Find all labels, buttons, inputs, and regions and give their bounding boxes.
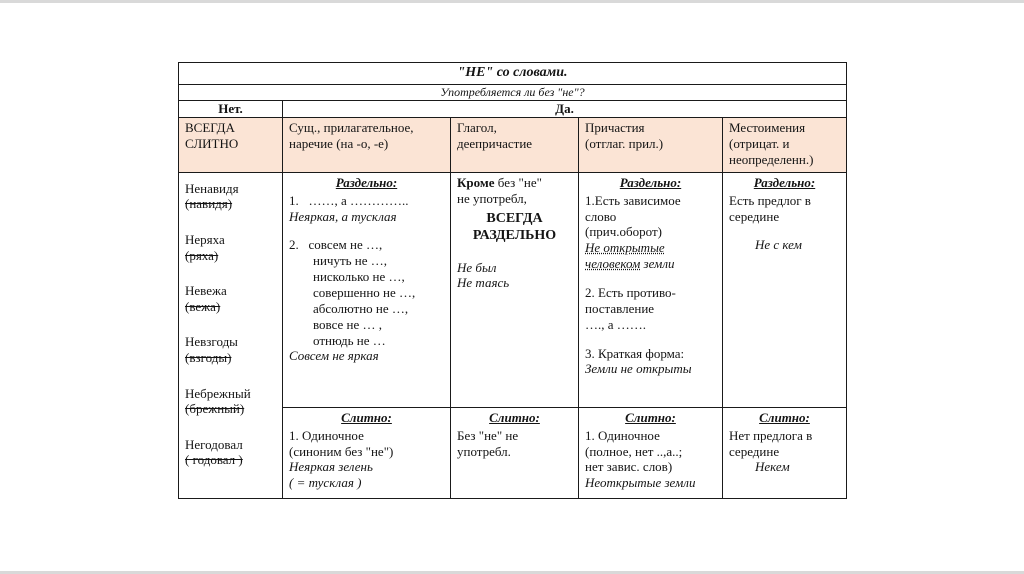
example-text: ( = тусклая ) bbox=[289, 475, 362, 491]
example-text-underlined: человеком bbox=[585, 256, 641, 272]
section-heading-slitno: Слитно: bbox=[489, 409, 540, 425]
spacer bbox=[585, 333, 716, 346]
rule-text: поставление bbox=[585, 300, 655, 316]
example-text: Не открытые bbox=[585, 240, 665, 256]
rule-text: Есть предлог в середине bbox=[729, 192, 811, 224]
answer-yes: Да. bbox=[283, 101, 847, 118]
cell-always-slitno-words bbox=[179, 172, 283, 498]
rule-text: 2. Есть противо- bbox=[585, 285, 676, 301]
rule-text: отнюдь не … bbox=[313, 332, 386, 348]
section-heading-slitno: Слитно: bbox=[759, 409, 810, 425]
word-item bbox=[185, 181, 276, 212]
section-heading-razdelno: Раздельно: bbox=[619, 174, 682, 190]
word-struck-part: (навидя) bbox=[185, 196, 233, 212]
word-text: Негодовал bbox=[185, 436, 243, 452]
rule-text: 1. ……, а ………….. bbox=[289, 192, 409, 208]
example-text: Не таясь bbox=[457, 275, 510, 291]
example-text: Некем bbox=[755, 459, 790, 475]
cell-verb-razdelno bbox=[451, 172, 579, 407]
rule-text: (полное, нет ..,а..; bbox=[585, 443, 683, 459]
word-item bbox=[185, 334, 276, 365]
cell-pronoun-slitno bbox=[723, 407, 847, 498]
cell-participle-razdelno bbox=[579, 172, 723, 407]
example-text: Не с кем bbox=[755, 237, 802, 253]
word-text: Невежа bbox=[185, 283, 227, 299]
rule-text: слово bbox=[585, 208, 617, 224]
example-text: Неяркая, а тусклая bbox=[289, 208, 397, 224]
rule-text: 1. Одиночное bbox=[289, 427, 364, 443]
word-struck-part: (вежа) bbox=[185, 298, 221, 314]
table-subtitle: Употребляется ли без "не"? bbox=[179, 85, 847, 101]
rule-text: абсолютно не …, bbox=[313, 300, 409, 316]
word-struck-part: ( годовал ) bbox=[185, 452, 243, 468]
rule-text: не употребл, bbox=[457, 190, 527, 206]
rule-text: ничуть не …, bbox=[313, 253, 388, 269]
header-participle-line1: Причастия bbox=[585, 119, 645, 135]
word-text: Небрежный bbox=[185, 385, 251, 401]
rule-text-bold: Кроме bbox=[457, 174, 495, 190]
rule-text: 3. Краткая форма: bbox=[585, 345, 685, 361]
table-title: "НЕ" со словами. bbox=[179, 63, 847, 85]
word-text: Невзгоды bbox=[185, 334, 238, 350]
cell-adj-razdelno bbox=[283, 172, 451, 407]
example-text: Земли не открыты bbox=[585, 361, 692, 377]
word-item bbox=[185, 437, 276, 468]
header-verb-gerund: Глагол, деепричастие bbox=[451, 117, 579, 172]
rule-text: нет завис. слов) bbox=[585, 459, 673, 475]
header-participle bbox=[579, 117, 723, 172]
cell-verb-slitno bbox=[451, 407, 579, 498]
section-heading-slitno: Слитно: bbox=[625, 409, 676, 425]
example-text: Не был bbox=[457, 259, 497, 275]
rule-text: 2. совсем не …, bbox=[289, 237, 383, 253]
example-text: Неоткрытые земли bbox=[585, 475, 696, 491]
word-struck-part: (брежный) bbox=[185, 401, 245, 417]
cell-participle-slitno bbox=[579, 407, 723, 498]
word-item bbox=[185, 232, 276, 263]
cell-adj-slitno bbox=[283, 407, 451, 498]
rule-text: совершенно не …, bbox=[313, 285, 416, 301]
answer-no: Нет. bbox=[179, 101, 283, 118]
header-noun-adj-adverb: Сущ., прилагательное, наречие (на -о, -е) bbox=[283, 117, 451, 172]
word-text: Неряха bbox=[185, 232, 225, 248]
word-text: Ненавидя bbox=[185, 180, 239, 196]
grammar-table bbox=[178, 62, 847, 499]
word-item bbox=[185, 283, 276, 314]
rule-text: 1. Одиночное bbox=[585, 427, 660, 443]
rule-text: …., а ……. bbox=[585, 316, 647, 332]
word-struck-part: (взгоды) bbox=[185, 350, 232, 366]
header-participle-line2: (отглаг. прил.) bbox=[585, 135, 664, 151]
header-always-slitno: ВСЕГДА СЛИТНО bbox=[179, 117, 283, 172]
rule-text: (прич.оборот) bbox=[585, 224, 662, 240]
spacer bbox=[289, 224, 444, 237]
rule-text: вовсе не … , bbox=[313, 316, 383, 332]
section-heading-slitno: Слитно: bbox=[341, 409, 392, 425]
example-text-rest: земли bbox=[640, 256, 675, 272]
rule-text: Нет предлога в середине bbox=[729, 427, 813, 459]
rule-text-rest: без "не" bbox=[494, 174, 542, 190]
section-heading-razdelno: Раздельно: bbox=[335, 174, 398, 190]
section-heading-razdelno: Раздельно: bbox=[753, 174, 816, 190]
slide-top-border bbox=[0, 0, 1024, 3]
cell-pronoun-razdelno bbox=[723, 172, 847, 407]
rule-text: 1.Есть зависимое bbox=[585, 192, 681, 208]
header-pronoun: Местоимения (отрицат. и неопределенн.) bbox=[723, 117, 847, 172]
spacer bbox=[729, 224, 840, 237]
rule-text: (синоним без "не") bbox=[289, 443, 394, 459]
word-struck-part: (ряха) bbox=[185, 247, 219, 263]
rule-text: нисколько не …, bbox=[313, 269, 405, 285]
example-text: Неяркая зелень bbox=[289, 459, 373, 475]
always-razdelno-label: ВСЕГДА РАЗДЕЛЬНО bbox=[472, 210, 557, 244]
rule-text bbox=[457, 175, 572, 191]
spacer bbox=[457, 247, 572, 260]
spacer bbox=[585, 272, 716, 285]
rule-text: Без "не" не употребл. bbox=[457, 427, 519, 459]
example-text bbox=[585, 256, 716, 272]
word-item bbox=[185, 386, 276, 417]
example-text: Совсем не яркая bbox=[289, 348, 379, 364]
ne-so-slovami-table bbox=[178, 62, 846, 499]
